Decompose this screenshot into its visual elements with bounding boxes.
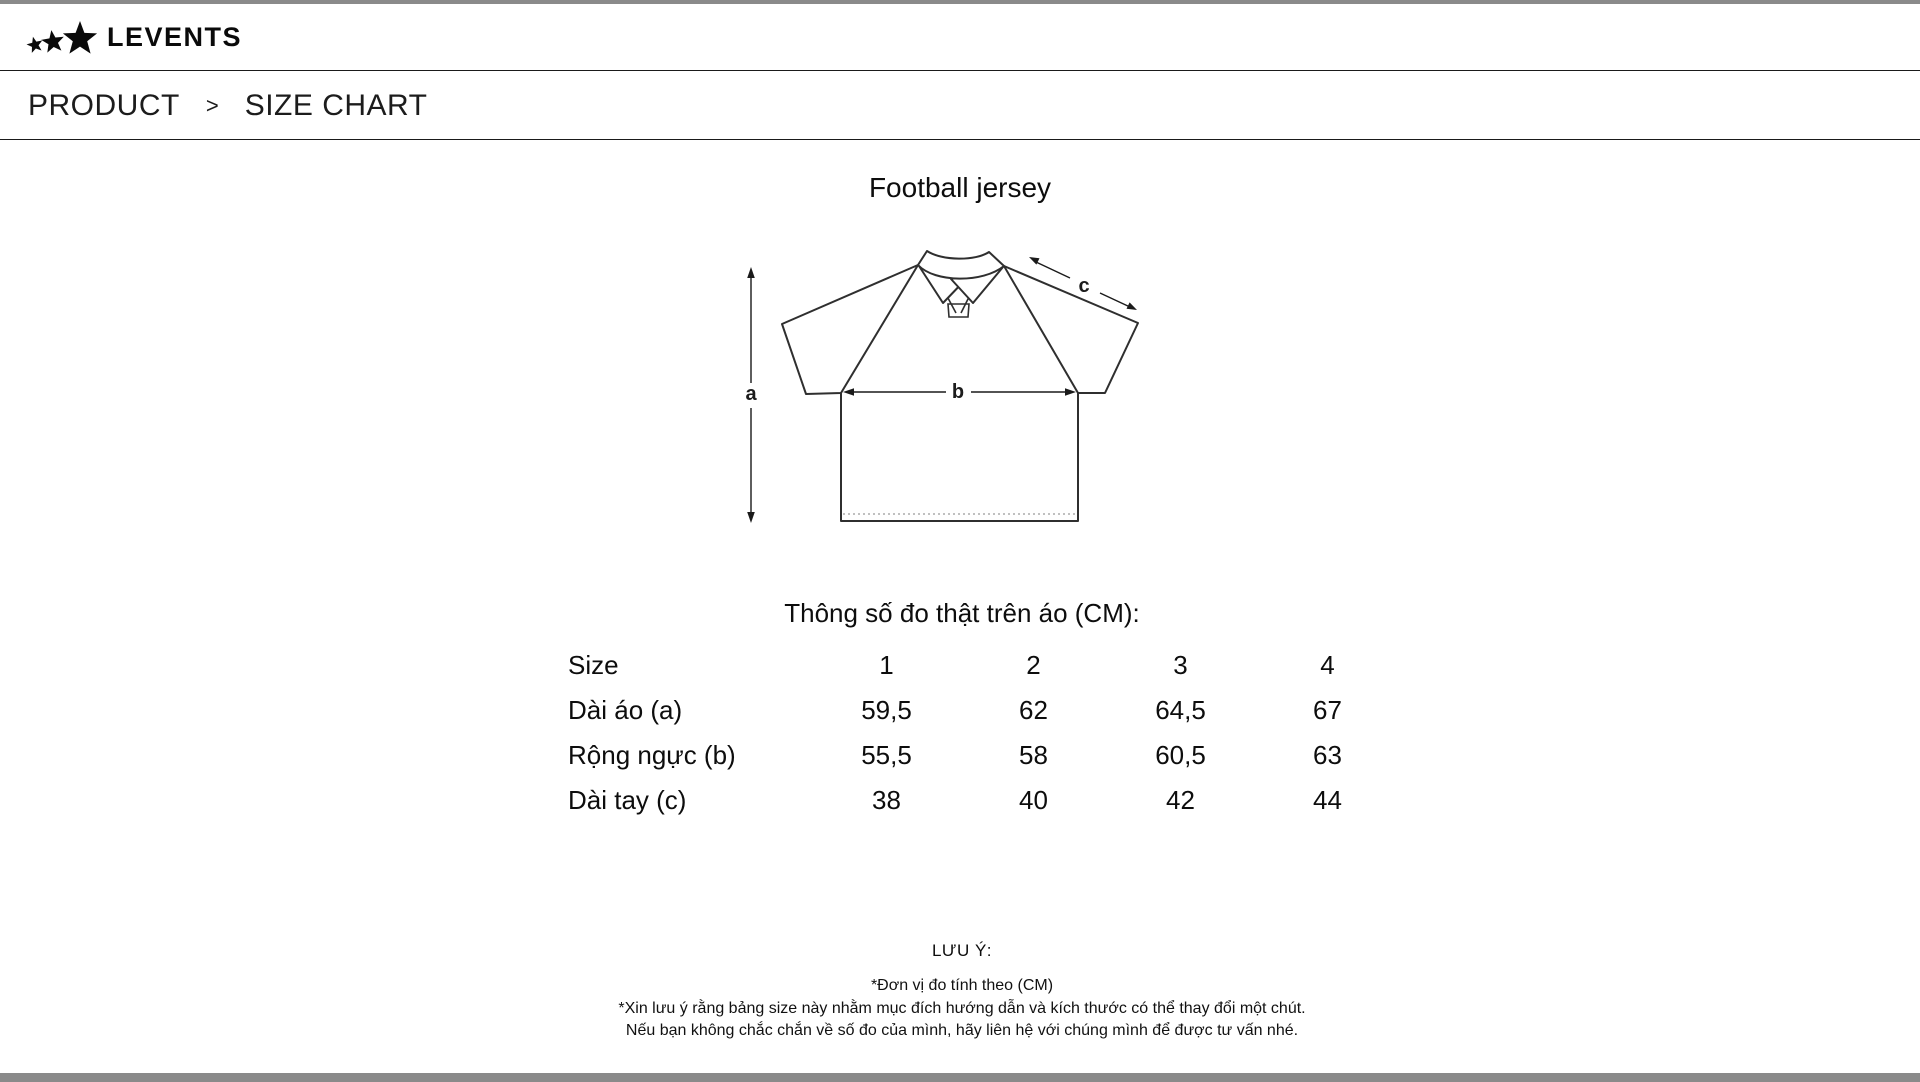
notes-heading: LƯU Ý:: [931, 941, 993, 960]
measure-b-arrow-right: [1065, 388, 1076, 396]
row-label: Size: [568, 650, 619, 680]
row-label: Dài áo (a): [568, 695, 683, 725]
placket-outline: [948, 304, 969, 317]
measure-label-c: c: [1078, 275, 1090, 297]
note-guidance: *Xin lưu ý rằng bảng size này nhằm mục đích hướng dẫn và kích thước có thể thay đổi một chút.: [618, 999, 1306, 1017]
note-unit: *Đơn vị đo tính theo (CM): [870, 977, 1054, 994]
note-contact: Nếu bạn không chắc chắn về số đo của mình, hãy liên hệ với chúng mình để được tư vấn nhé.: [625, 1022, 1299, 1039]
measure-b-arrow-left: [843, 388, 854, 396]
length-size-3: 64,5: [1155, 695, 1206, 725]
length-size-4: 67: [1313, 695, 1342, 725]
row-label: Rộng ngực (b): [568, 740, 736, 770]
sleeve-size-2: 40: [1019, 785, 1048, 815]
breadcrumb: [0, 72, 1920, 140]
measure-a-arrow-down: [747, 512, 755, 523]
measure-a-arrow-up: [747, 267, 755, 278]
size-table: [568, 643, 1401, 823]
size-3-header: 3: [1173, 650, 1188, 680]
jersey-measurement-diagram: [720, 230, 1200, 550]
length-size-1: 59,5: [861, 695, 912, 725]
breadcrumb-product-link[interactable]: PRODUCT: [28, 88, 180, 122]
length-size-2: 62: [1019, 695, 1048, 725]
three-stars-icon: [25, 17, 105, 57]
jersey-diagram-svg: [720, 230, 1200, 550]
table-row-sleeve: [568, 778, 1401, 823]
measure-label-a: a: [745, 383, 757, 405]
right-sleeve: [1004, 266, 1138, 393]
size-4-header: 4: [1320, 650, 1335, 680]
breadcrumb-current-size-chart: SIZE CHART: [244, 88, 428, 122]
chest-size-1: 55,5: [861, 740, 912, 770]
chest-size-3: 60,5: [1155, 740, 1206, 770]
left-sleeve: [782, 265, 918, 394]
jersey-body: [841, 393, 1078, 521]
table-row-length: [568, 688, 1401, 733]
chest-size-4: 63: [1313, 740, 1342, 770]
page-title: Football jersey: [868, 172, 1052, 203]
bottom-edge-bar: [0, 1073, 1920, 1082]
header-logo-row: [0, 4, 1920, 71]
size-1-header: 1: [879, 650, 894, 680]
sleeve-size-3: 42: [1166, 785, 1195, 815]
breadcrumb-separator-icon: >: [205, 92, 219, 118]
size-table-title: Thông số đo thật trên áo (CM):: [784, 598, 1140, 628]
sleeve-size-1: 38: [872, 785, 901, 815]
chest-size-2: 58: [1019, 740, 1048, 770]
measure-c-arrow-down: [1127, 302, 1138, 310]
size-2-header: 2: [1026, 650, 1041, 680]
sleeve-size-4: 44: [1313, 785, 1342, 815]
brand-logo[interactable]: [25, 17, 242, 57]
brand-name: LEVENTS: [107, 21, 243, 52]
table-row-size: [568, 643, 1401, 688]
measure-label-b: b: [951, 381, 965, 403]
row-label: Dài tay (c): [568, 785, 687, 815]
notes-section: [0, 940, 1920, 1043]
table-row-chest: [568, 733, 1401, 778]
